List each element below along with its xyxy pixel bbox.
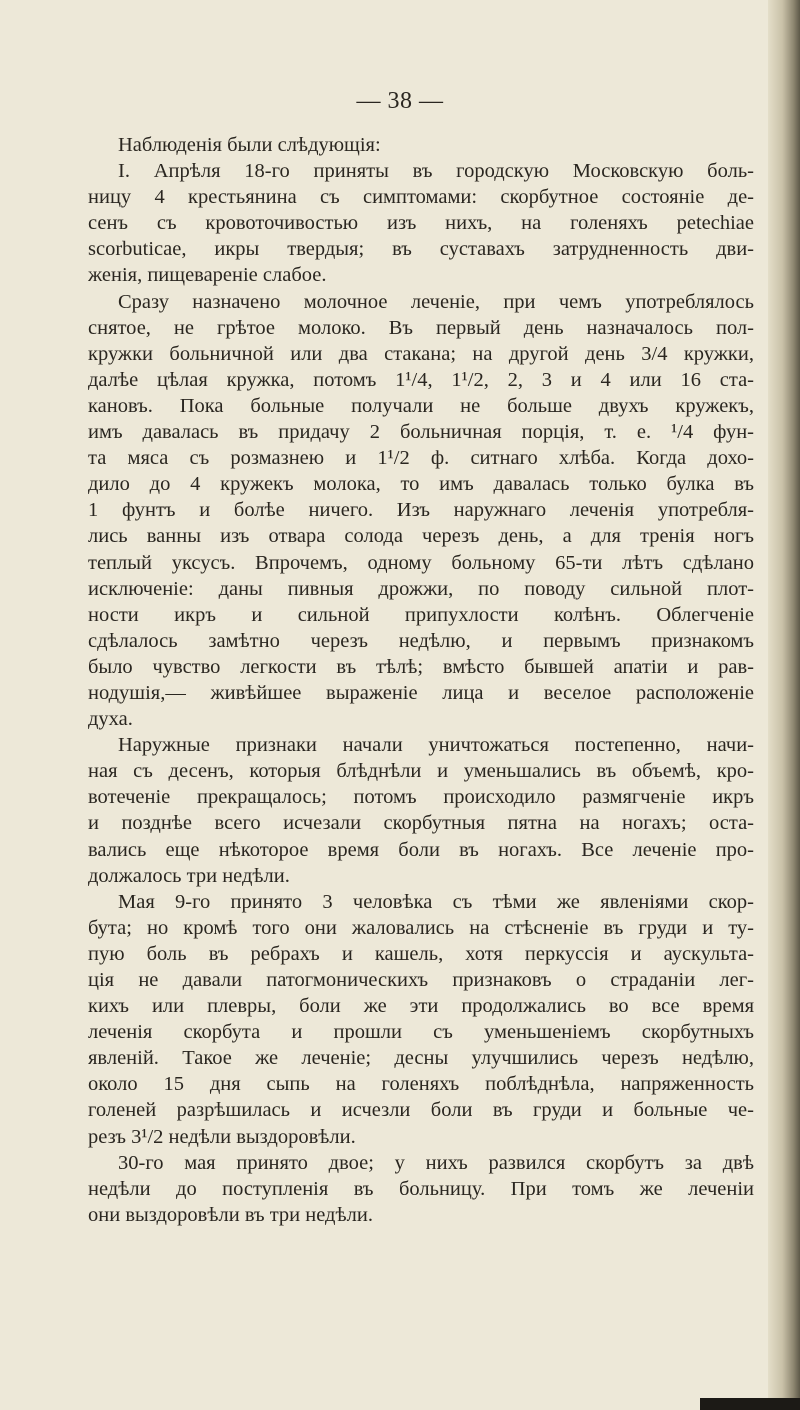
paragraph-2-line: сдѣлалось замѣтно черезъ недѣлю, и первымъ признакомъ bbox=[88, 629, 754, 652]
paragraph-2-line: кановъ. Пока больные получали не больше двухъ кружекъ, bbox=[88, 394, 754, 417]
paragraph-2-line: исключеніе: даны пивныя дрожжи, по поводу сильной плот- bbox=[88, 577, 754, 600]
paragraph-1-line: scorbuticae, икры твердыя; въ суставахъ затрудненность дви- bbox=[88, 238, 754, 261]
paragraph-2-line: Сразу назначено молочное леченіе, при чемъ употреблялось bbox=[118, 290, 754, 313]
paragraph-1-line: женія, пищевареніе слабое. bbox=[88, 264, 327, 287]
paragraph-4-line: голеней разрѣшилась и исчезли боли въ груди и больные че- bbox=[88, 1099, 754, 1122]
paragraph-3-line: Наружные признаки начали уничтожаться постепенно, начи- bbox=[118, 734, 754, 757]
paragraph-2-line: снятое, не грѣтое молоко. Въ первый день назначалось пол- bbox=[88, 316, 754, 339]
paragraph-4-line: пую боль въ ребрахъ и кашель, хотя перкуссія и аускульта- bbox=[88, 942, 754, 965]
page-header bbox=[0, 88, 800, 115]
paragraph-5-line: 30-го мая принято двое; у нихъ развился скорбутъ за двѣ bbox=[118, 1151, 754, 1174]
paragraph-2-line: лись ванны изъ отвара солода черезъ день, а для тренія ногъ bbox=[88, 525, 754, 548]
page-corner-mark bbox=[700, 1398, 800, 1410]
paragraph-4-line: кихъ или плевры, боли же эти продолжались во все время bbox=[88, 995, 754, 1018]
intro-line: Наблюденія были слѣдующія: bbox=[118, 134, 381, 156]
paragraph-2-line: теплый уксусъ. Впрочемъ, одному больному 65-ти лѣтъ сдѣлано bbox=[88, 551, 754, 574]
paragraph-4-line: резъ 3¹/2 недѣли выздоровѣли. bbox=[88, 1125, 356, 1148]
paragraph-2-line: нодушія,— живѣйшее выраженіе лица и веселое расположеніе bbox=[88, 681, 754, 704]
body-text bbox=[88, 132, 754, 1228]
paragraph-5-line: они выздоровѣли въ три недѣли. bbox=[88, 1203, 373, 1226]
paragraph-2-line: духа. bbox=[88, 708, 133, 731]
paragraph-4-line: Мая 9-го принято 3 человѣка съ тѣми же явленіями скор- bbox=[118, 890, 754, 913]
page-edge-shadow bbox=[768, 0, 800, 1410]
paragraph-1-line: сенъ съ кровоточивостью изъ нихъ, на голеняхъ petechiae bbox=[88, 212, 754, 235]
paragraph-4-line: явленій. Такое же леченіе; десны улучшились черезъ недѣлю, bbox=[88, 1047, 754, 1070]
paragraph-3-line: вотеченіе прекращалось; потомъ происходило размягченіе икръ bbox=[88, 786, 754, 809]
paragraph-2-line: 1 фунтъ и болѣе ничего. Изъ наружнаго леченія употребля- bbox=[88, 499, 754, 522]
paragraph-2-line: имъ давалась въ придачу 2 больничная порція, т. е. ¹/4 фун- bbox=[88, 421, 754, 444]
paragraph-4-line: ція не давали патогмоническихъ признаковъ о страданіи лег- bbox=[88, 969, 754, 991]
paragraph-3-line: должалось три недѣли. bbox=[88, 864, 290, 887]
paragraph-3-line: вались еще нѣкоторое время боли въ ногахъ. Все леченіе про- bbox=[88, 838, 754, 861]
paragraph-3-line: ная съ десенъ, которыя блѣднѣли и уменьшались въ объемѣ, кро- bbox=[88, 760, 754, 783]
paragraph-1-line: ницу 4 крестьянина съ симптомами: скорбутное состояніе де- bbox=[88, 186, 754, 209]
page-number: — 38 — bbox=[356, 88, 444, 114]
paragraph-5-line: недѣли до поступленія въ больницу. При томъ же леченіи bbox=[88, 1177, 754, 1200]
paragraph-2-line: далѣе цѣлая кружка, потомъ 1¹/4, 1¹/2, 2, 3 и 4 или 16 ста- bbox=[88, 368, 754, 391]
paragraph-4-line: леченія скорбута и прошли съ уменьшеніемъ скорбутныхъ bbox=[88, 1021, 754, 1044]
paragraph-4-line: бута; но кромѣ того они жаловались на стѣсненіе въ груди и ту- bbox=[88, 916, 754, 939]
paragraph-2-line: та мяса съ розмазнею и 1¹/2 ф. ситнаго хлѣба. Когда дохо- bbox=[88, 447, 754, 470]
paragraph-4-line: около 15 дня сыпь на голеняхъ поблѣднѣла, напряженность bbox=[88, 1073, 754, 1096]
paragraph-2-line: было чувство легкости въ тѣлѣ; вмѣсто бывшей апатіи и рав- bbox=[88, 655, 754, 678]
paragraph-2-line: ности икръ и сильной припухлости колѣнъ. Облегченіе bbox=[88, 603, 754, 626]
paragraph-2-line: дило до 4 кружекъ молока, то имъ давалась только булка въ bbox=[88, 473, 754, 496]
paragraph-2-line: кружки больничной или два стакана; на другой день 3/4 кружки, bbox=[88, 342, 754, 365]
paragraph-1-line: I. Апрѣля 18-го приняты въ городскую Московскую боль- bbox=[118, 160, 754, 183]
paragraph-3-line: и позднѣе всего исчезали скорбутныя пятна на ногахъ; оста- bbox=[88, 812, 754, 835]
